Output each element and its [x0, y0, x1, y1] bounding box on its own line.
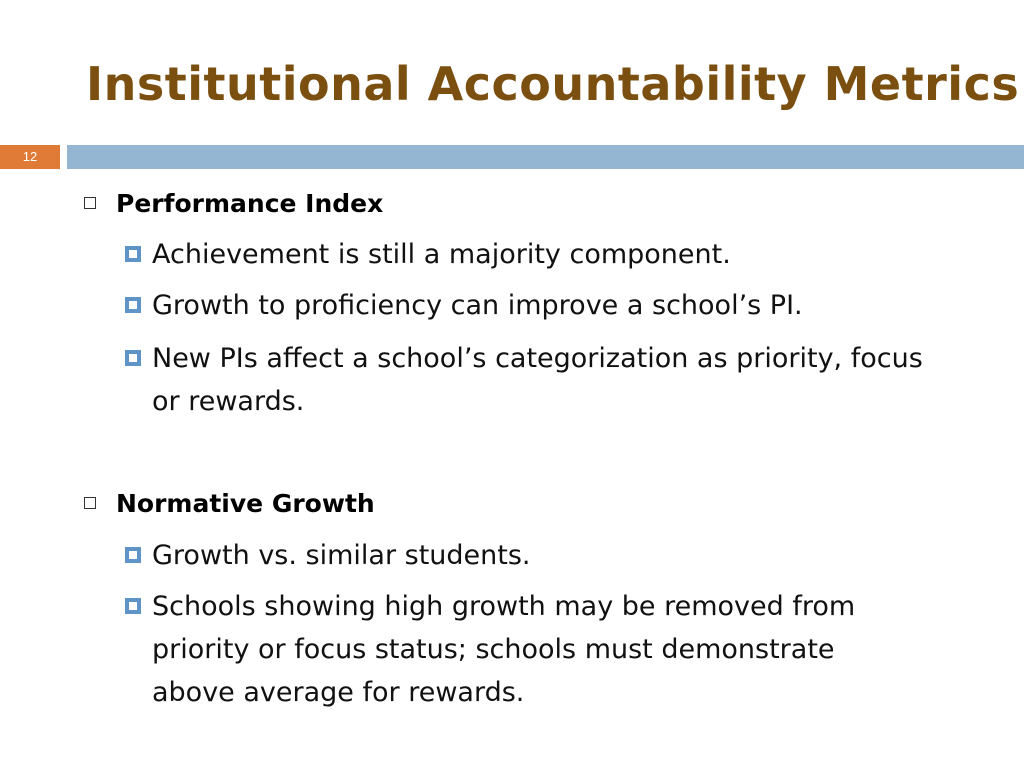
section-heading: Normative Growth: [116, 489, 375, 518]
square-bullet-icon: [84, 497, 96, 509]
filled-square-bullet-icon: [125, 297, 141, 313]
list-item-text: Achievement is still a majority component.: [152, 239, 731, 270]
filled-square-bullet-icon: [125, 598, 141, 614]
square-bullet-icon: [84, 197, 96, 209]
list-item-text: Growth to proficiency can improve a school’s PI.: [152, 290, 803, 321]
filled-square-bullet-icon: [125, 547, 141, 563]
list-item-text: Growth vs. similar students.: [152, 540, 531, 571]
list-item-text: Schools showing high growth may be removed from priority or focus status; schools must demonstrate above average for rewards.: [152, 591, 856, 708]
filled-square-bullet-icon: [125, 246, 141, 262]
section-heading: Performance Index: [116, 189, 384, 218]
filled-square-bullet-icon: [125, 350, 141, 366]
slide-title: Institutional Accountability Metrics: [86, 57, 1020, 111]
list-item-text: New PIs affect a school’s categorization as priority, focus or rewards.: [152, 343, 923, 417]
slide-number: 12: [0, 145, 60, 169]
